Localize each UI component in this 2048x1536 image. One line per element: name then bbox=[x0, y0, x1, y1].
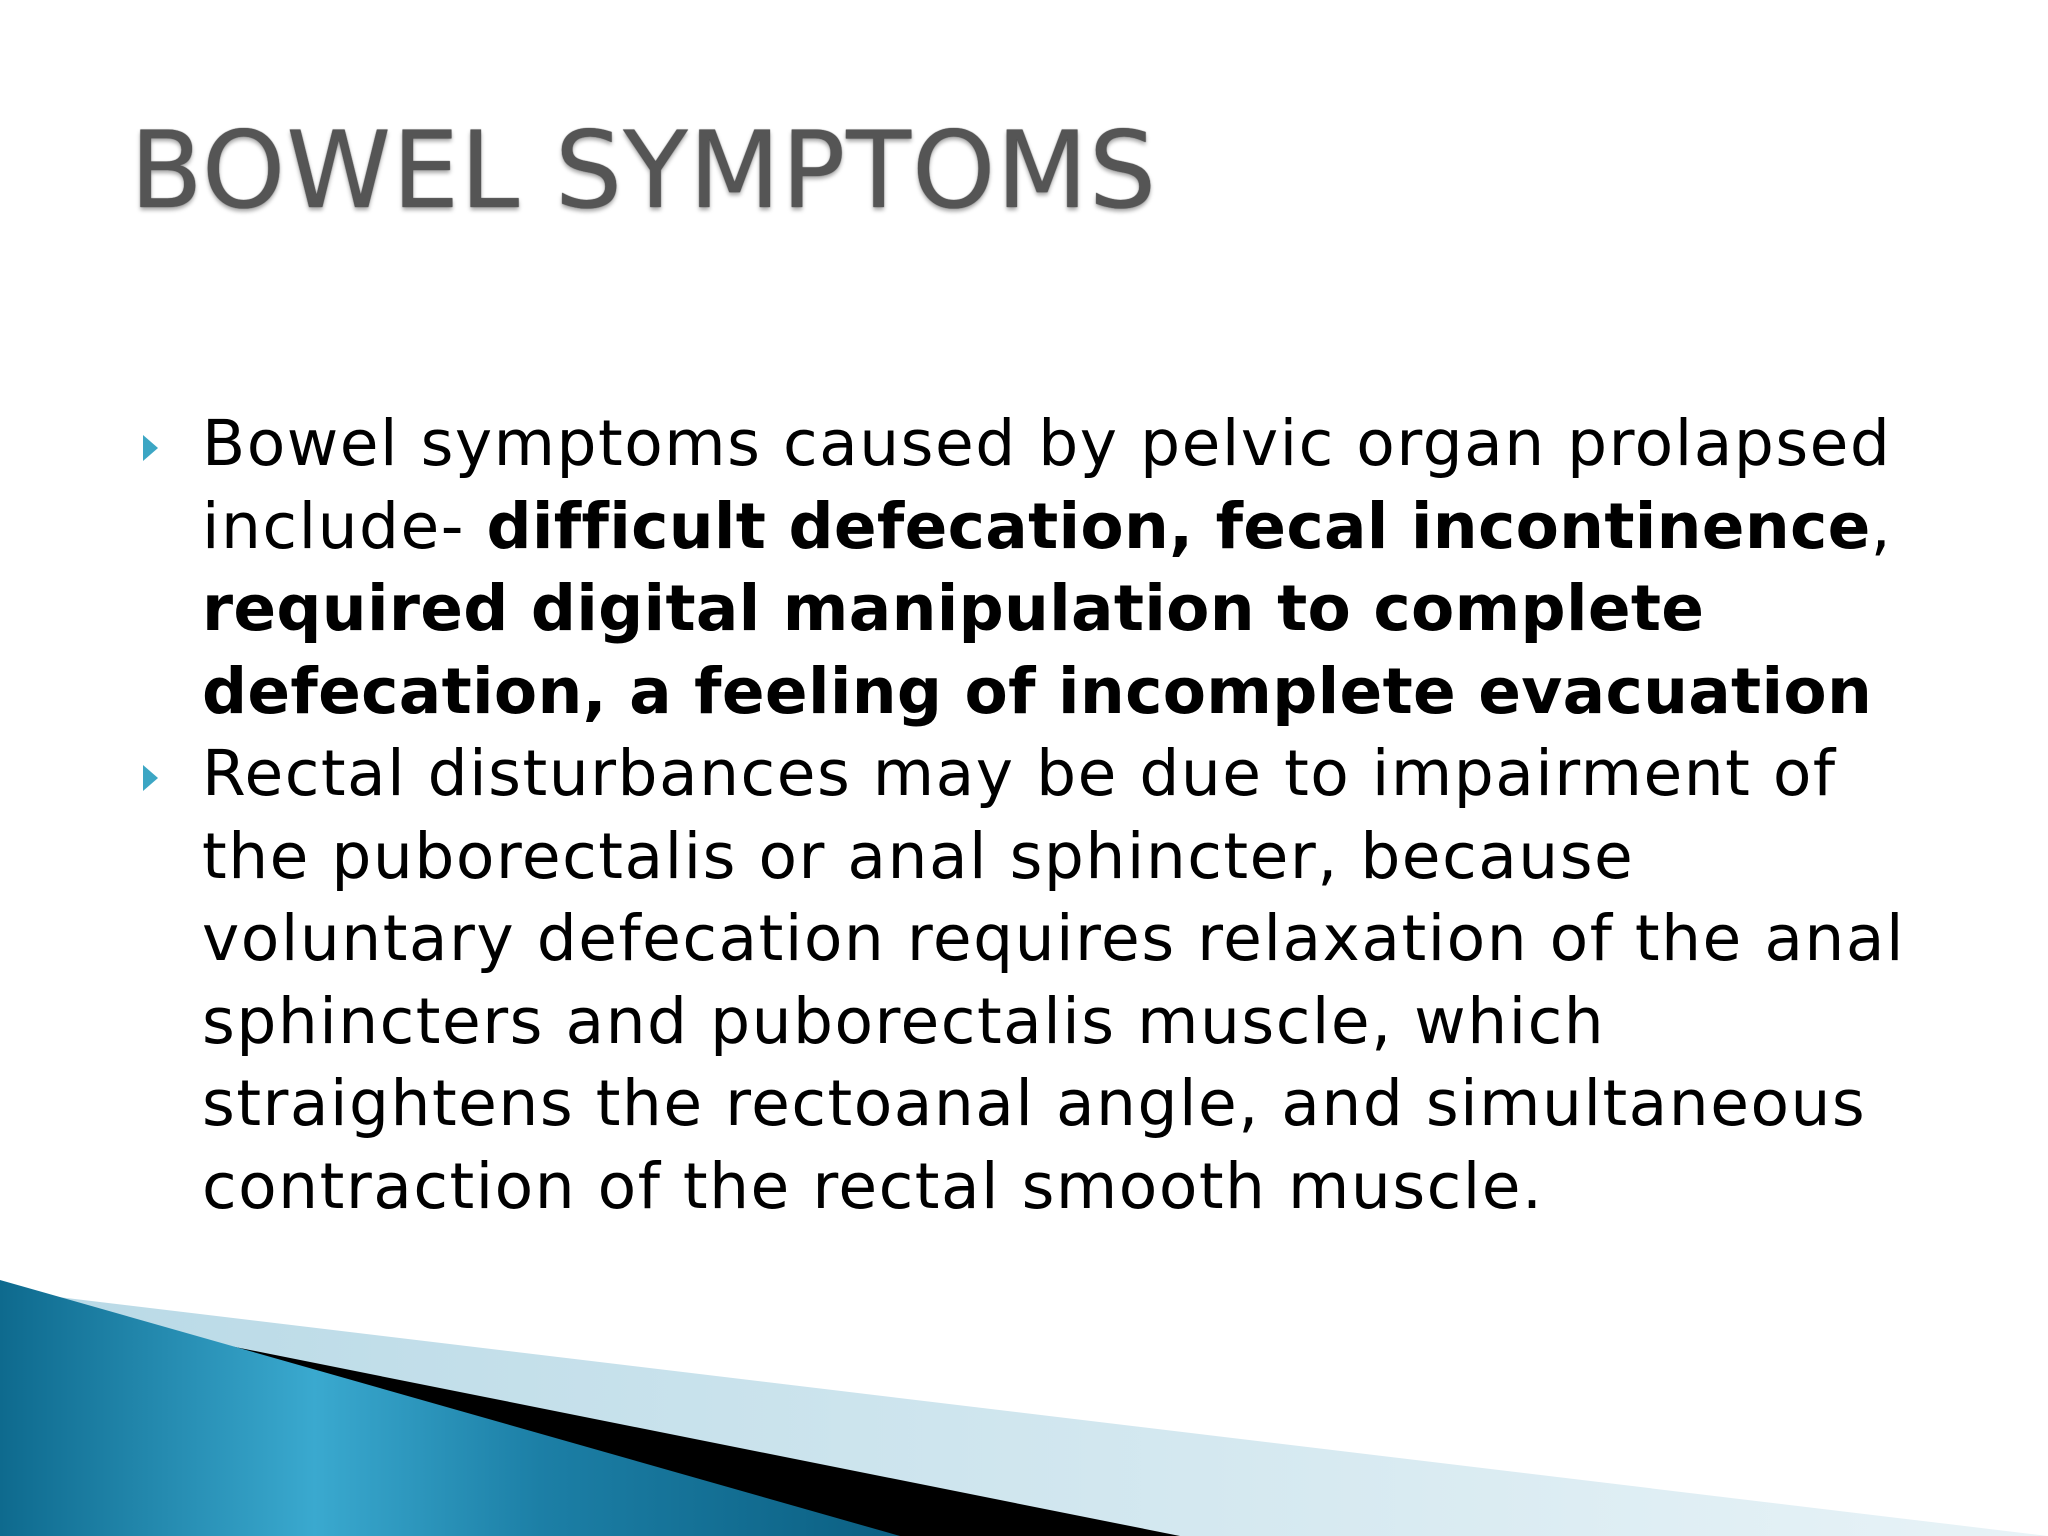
bullet-1-line-2-end: , bbox=[1870, 489, 1893, 563]
slide-body bbox=[140, 403, 1930, 1228]
bold-term-digital-manipulation: required digital manipulation to complete bbox=[202, 572, 1705, 645]
triangle-bullet-icon bbox=[143, 765, 158, 791]
bullet-1-include-text: include- bbox=[202, 489, 487, 563]
bullet-item-bowel-symptoms bbox=[140, 403, 1930, 733]
bullet-1-line-1: Bowel symptoms caused by pelvic organ prolapsed bbox=[202, 407, 1892, 480]
bullet-2-line-4: sphincters and puborectalis muscle, which bbox=[202, 984, 1606, 1058]
slide-title: BOWEL SYMPTOMS bbox=[130, 109, 1158, 232]
bold-separator: , bbox=[1169, 489, 1216, 563]
bullet-2-line-1: Rectal disturbances may be due to impairment of bbox=[202, 737, 1837, 810]
bullet-2-line-3: voluntary defecation requires relaxation of the anal bbox=[202, 902, 1905, 975]
bullet-2-line-2: the puborectalis or anal sphincter, because bbox=[202, 819, 1635, 893]
bullet-2-line-6: contraction of the rectal smooth muscle. bbox=[202, 1149, 1544, 1223]
triangle-bullet-icon bbox=[143, 435, 158, 461]
bold-term-incomplete-evacuation: defecation, a feeling of incomplete evacuation bbox=[202, 654, 1873, 728]
decorative-corner-swoosh bbox=[0, 1280, 2048, 1536]
bullet-2-line-5: straightens the rectoanal angle, and simultaneous bbox=[202, 1067, 1867, 1140]
bold-term-difficult-defecation: difficult defecation bbox=[486, 489, 1170, 563]
bold-term-fecal-incontinence: fecal incontinence bbox=[1215, 489, 1871, 563]
bullet-1-line-2 bbox=[202, 486, 1930, 569]
bullet-item-rectal-disturbances bbox=[140, 733, 1930, 1228]
